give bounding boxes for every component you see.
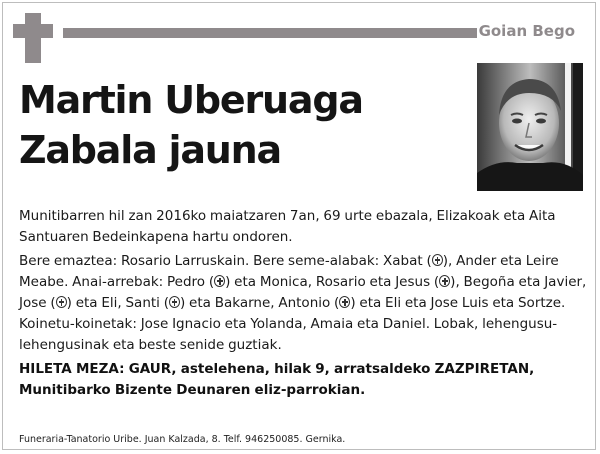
deceased-name-line1: Martin Uberuaga	[19, 78, 363, 122]
family-text: ) eta Monica, Rosario eta Jesus (	[225, 274, 440, 290]
cross-icon	[25, 13, 41, 63]
cross-circle-icon	[439, 275, 450, 287]
family-paragraph	[19, 251, 589, 356]
obituary-card	[2, 2, 596, 450]
deceased-name	[19, 75, 459, 175]
family-text: Bere emaztea: Rosario Larruskain. Bere seme-alabak: Xabat (	[19, 253, 432, 269]
family-text: ) eta Bakarne, Antonio (	[179, 295, 340, 311]
obituary-body	[19, 206, 589, 404]
cross-circle-icon	[214, 275, 225, 287]
portrait-photo	[477, 63, 583, 191]
header-divider	[63, 28, 477, 38]
cross-circle-icon	[339, 296, 350, 308]
family-text: ), Begoña eta Javier, Jose (	[19, 274, 587, 311]
funeral-home-footer: Funeraria-Tanatorio Uribe. Juan Kalzada, 8. Telf. 946250085. Gernika.	[19, 434, 346, 445]
funeral-mass-paragraph: HILETA MEZA: GAUR, astelehena, hilak 9, arratsaldeko ZAZPIRETAN, Munitibarko Bizente Deunaren eliz-parrokian.	[19, 361, 535, 398]
cross-circle-icon	[56, 296, 67, 308]
brand-label: Goian Bego	[478, 22, 575, 40]
cross-circle-icon	[432, 254, 443, 266]
family-text: ) eta Eli eta Jose Luis eta Sortze. Koinetu-koinetak: Jose Ignacio eta Yolanda, Amaia eta Daniel. Lobak, lehengusu-lehengusinak eta beste senide guztiak.	[19, 295, 566, 353]
family-text: ) eta Eli, Santi (	[66, 295, 169, 311]
cross-icon-arm	[13, 24, 53, 38]
family-text: ), Ander eta Leire Meabe. Anai-arrebak: Pedro (	[19, 253, 559, 290]
deceased-name-line2: Zabala jauna	[19, 128, 281, 172]
death-notice-paragraph: Munitibarren hil zan 2016ko maiatzaren 7an, 69 urte ebazala, Elizakoak eta Aita Santuaren Bedeinkapena hartu ondoren.	[19, 208, 556, 245]
cross-circle-icon	[169, 296, 180, 308]
